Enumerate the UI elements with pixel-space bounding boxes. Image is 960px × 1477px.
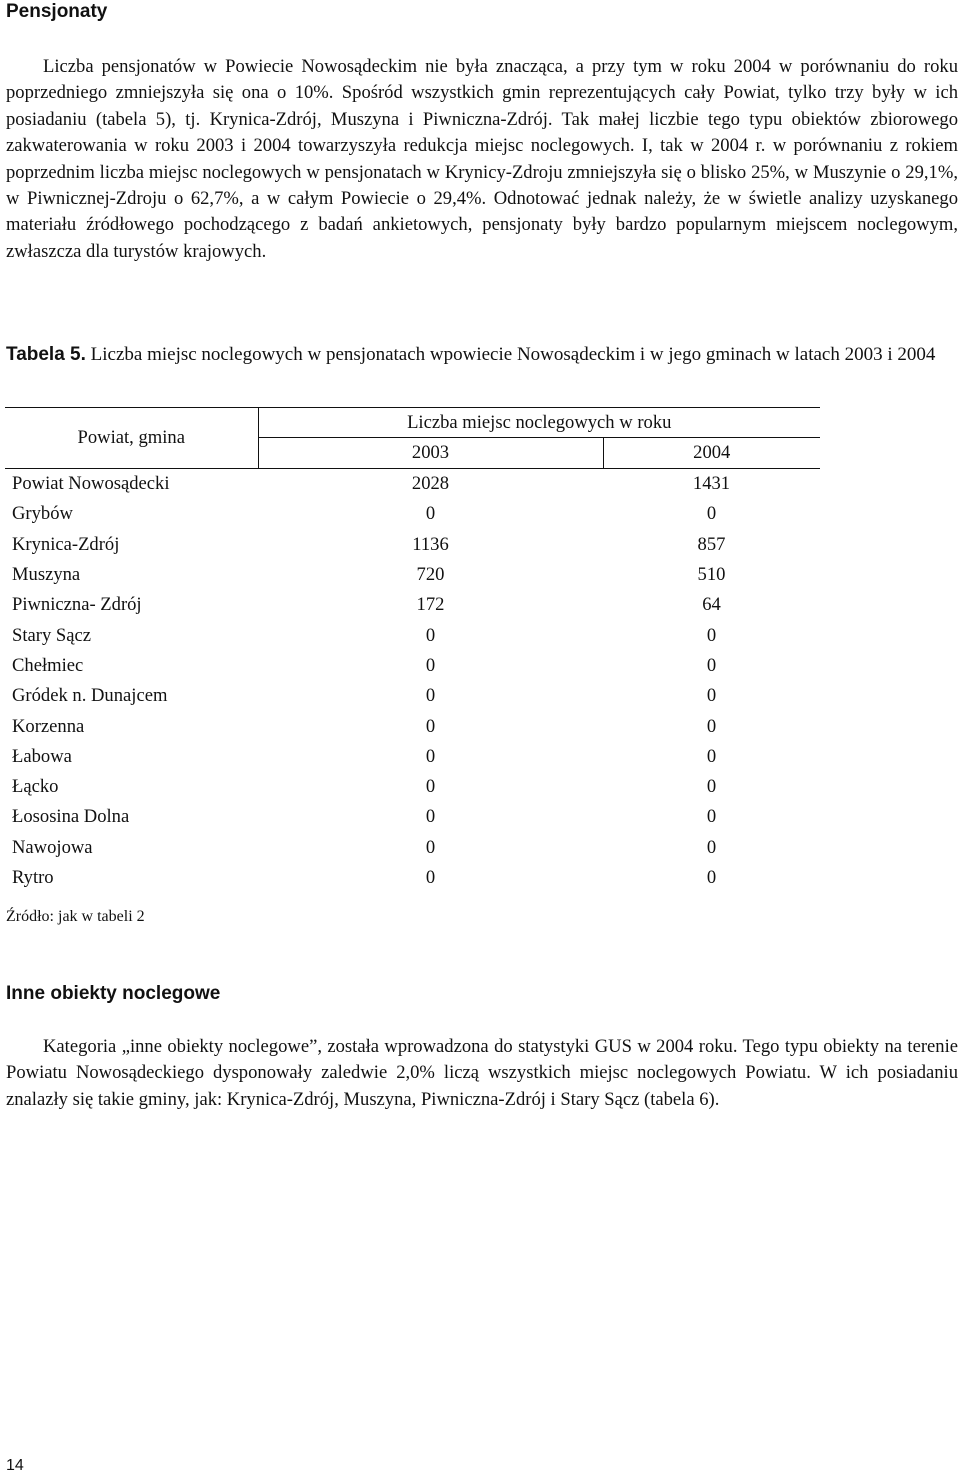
row-value-2003: 0: [425, 806, 436, 828]
row-value-2004: 1431: [692, 473, 731, 495]
row-value-2003: 0: [425, 867, 436, 888]
row-value-2004: 0: [706, 715, 717, 737]
row-name: Łącko: [12, 776, 59, 798]
table-row: [5, 560, 820, 590]
table-row: [5, 802, 820, 832]
row-name: Łabowa: [12, 745, 72, 767]
row-value-2003: 0: [425, 715, 436, 737]
table-label: Tabela 5.: [6, 344, 86, 365]
row-value-2003: 172: [416, 594, 445, 616]
section-title-pensjonaty: Pensjonaty: [6, 1, 108, 22]
table-row: [5, 469, 820, 500]
table-row: [5, 742, 820, 772]
group-header-liczba-miejsc: Liczba miejsc noclegowych w roku: [258, 408, 820, 438]
row-name: Stary Sącz: [12, 624, 91, 646]
page-number: 14: [6, 1457, 24, 1474]
column-header-powiat-gmina: Powiat, gmina: [5, 408, 258, 469]
row-name: Powiat Nowosądecki: [12, 473, 170, 495]
row-name: Grybów: [12, 503, 73, 525]
row-value-2004: 0: [706, 806, 717, 828]
row-value-2004: 0: [706, 624, 717, 646]
table-row: [5, 833, 820, 863]
row-value-2004: 510: [697, 564, 726, 586]
row-value-2004: 0: [706, 836, 717, 858]
table-5: [5, 407, 820, 893]
table-caption-text: Liczba miejsc noclegowych w pensjonatach wpowiecie Nowosądeckim i w jego gminach w latach 2003 i 2004: [85, 344, 936, 365]
row-value-2003: 720: [416, 564, 445, 586]
row-value-2004: 857: [697, 533, 726, 555]
row-value-2003: 0: [425, 745, 436, 767]
row-name: Chełmiec: [12, 654, 84, 676]
row-value-2003: 0: [425, 654, 436, 676]
row-value-2003: 0: [425, 776, 436, 798]
table-row: [5, 620, 820, 650]
row-value-2003: 2028: [411, 473, 450, 495]
year-header-2004: 2004: [603, 438, 820, 469]
row-name: Nawojowa: [12, 836, 93, 858]
table-body: [5, 469, 820, 894]
row-name: Krynica-Zdrój: [12, 533, 120, 555]
table-row: [5, 590, 820, 620]
table-row: [5, 681, 820, 711]
row-value-2004: 0: [706, 867, 717, 888]
table-caption: [6, 341, 946, 369]
table-row: [5, 711, 820, 741]
row-value-2004: 0: [706, 503, 717, 525]
row-name: Muszyna: [12, 564, 81, 586]
table-row: [5, 863, 820, 893]
inne-obiekty-paragraph: Kategoria „inne obiekty noclegowe”, została wprowadzona do statystyki GUS w 2004 roku. Tego typu obiekty na terenie Powiatu Nowosądeckiego dysponowały zaledwie 2,0% liczą wszystkich miejsc noclegowych Powiatu. W ich posiadaniu znalazły się takie gminy, jak: Krynica-Zdrój, Muszyna, Piwniczna-Zdrój i Stary Sącz (tabela 6).: [6, 1036, 958, 1110]
row-value-2004: 0: [706, 776, 717, 798]
row-value-2003: 0: [425, 836, 436, 858]
table-row: [5, 772, 820, 802]
row-name: Korzenna: [12, 715, 85, 737]
row-name: Gródek n. Dunajcem: [12, 685, 168, 707]
row-value-2004: 0: [706, 745, 717, 767]
row-name: Łososina Dolna: [12, 806, 130, 828]
table-source-note: Źródło: jak w tabeli 2: [6, 908, 145, 925]
row-value-2004: 0: [706, 685, 717, 707]
row-name: Piwniczna- Zdrój: [12, 594, 142, 616]
section-title-inne-obiekty: Inne obiekty noclegowe: [6, 983, 221, 1004]
table-row: [5, 530, 820, 560]
row-value-2004: 64: [702, 594, 721, 616]
row-value-2003: 0: [425, 503, 436, 525]
table-row: [5, 499, 820, 529]
row-value-2004: 0: [706, 654, 717, 676]
pensjonaty-paragraph: Liczba pensjonatów w Powiecie Nowosądeckim nie była znacząca, a przy tym w roku 2004 w porównaniu do roku poprzedniego zmniejszyła się ona o 10%. Spośród wszystkich gmin reprezentujących cały Powiat, tylko trzy były w ich posiadaniu (tabela 5), tj. Krynica-Zdrój, Muszyna i Piwniczna-Zdrój. Tak małej liczbie tego typu obiektów zbiorowego zakwaterowania w roku 2003 i 2004 towarzyszyła redukcja miejsc noclegowych. I, tak w 2004 r. w porównaniu z rokiem poprzednim liczba miejsc noclegowych w pensjonatach w Krynicy-Zdroju zmniejszyła się o blisko 25%, w Muszynie o 29,1%, w Piwnicznej-Zdroju o 62,7%, a w całym Powiecie o 29,4%. Odnotować jednak należy, że w świetle analizy uzyskanego materiału źródłowego pochodzącego z badań ankietowych, pensjonaty były bardzo popularnym miejscem noclegowym, zwłaszcza dla turystów krajowych.: [6, 56, 958, 262]
row-value-2003: 1136: [412, 533, 449, 555]
table-row: [5, 651, 820, 681]
row-name: Rytro: [12, 867, 54, 888]
year-header-2003: 2003: [258, 438, 603, 469]
row-value-2003: 0: [425, 624, 436, 646]
row-value-2003: 0: [425, 685, 436, 707]
